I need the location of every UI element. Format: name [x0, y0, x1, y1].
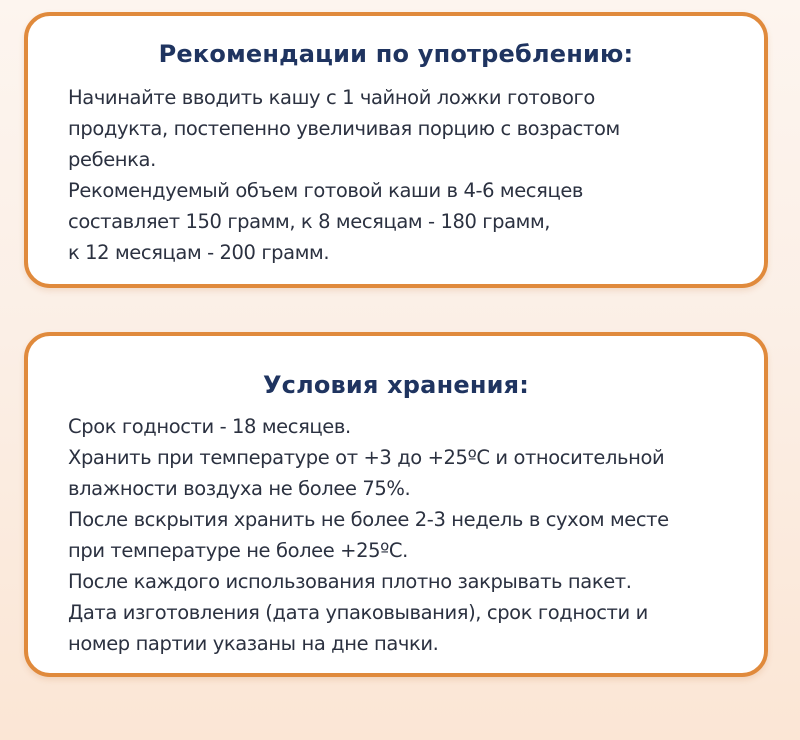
- usage-recommendations-text: [28, 82, 764, 268]
- storage-conditions-text: [28, 409, 764, 659]
- text-line: влажности воздуха не более 75%.: [68, 477, 411, 500]
- usage-recommendations-card: [24, 12, 768, 288]
- text-line: После вскрытия хранить не более 2-3 недель в сухом месте: [68, 508, 669, 531]
- text-line: Дата изготовления (дата упаковывания), срок годности и: [68, 601, 648, 624]
- storage-conditions-title: Условия хранения:: [262, 371, 530, 399]
- text-line: ребенка.: [68, 148, 156, 171]
- text-line: номер партии указаны на дне пачки.: [68, 632, 439, 655]
- text-line: После каждого использования плотно закрывать пакет.: [68, 570, 632, 593]
- text-line: при температуре не более +25ºС.: [68, 539, 408, 562]
- text-line: Срок годности - 18 месяцев.: [68, 415, 351, 438]
- usage-recommendations-title: Рекомендации по употреблению:: [158, 40, 634, 68]
- text-line: Рекомендуемый объем готовой каши в 4-6 месяцев: [68, 179, 584, 202]
- storage-conditions-card: [24, 332, 768, 677]
- text-line: продукта, постепенно увеличивая порцию с возрастом: [68, 117, 620, 140]
- text-line: составляет 150 грамм, к 8 месяцам - 180 грамм,: [68, 210, 551, 233]
- text-line: к 12 месяцам - 200 грамм.: [68, 241, 330, 264]
- text-line: Хранить при температуре от +3 до +25ºС и относительной: [68, 446, 665, 469]
- text-line: Начинайте вводить кашу с 1 чайной ложки готового: [68, 86, 595, 109]
